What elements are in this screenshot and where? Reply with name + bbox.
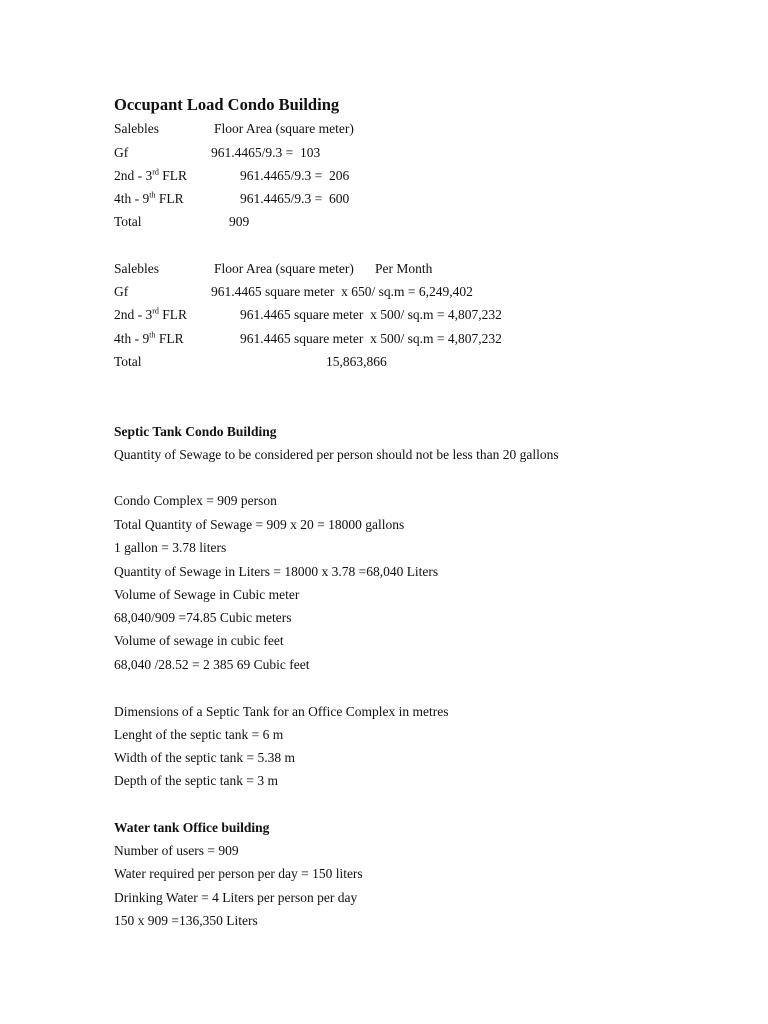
septic-line: Quantity of Sewage to be considered per person should not be less than 20 gallons xyxy=(114,447,559,462)
septic-line: Condo Complex = 909 person xyxy=(114,493,277,508)
table1-header-floor-area: Floor Area (square meter) xyxy=(214,121,354,136)
table2-total-value: 15,863,866 xyxy=(326,354,387,369)
table1-row-value: 961.4465/9.3 = 103 xyxy=(211,145,321,160)
table2-row-value: 961.4465 square meter x 500/ sq.m = 4,807,232 xyxy=(240,307,502,322)
section-title-septic-tank: Septic Tank Condo Building xyxy=(114,424,277,439)
septic-line: Depth of the septic tank = 3 m xyxy=(114,773,278,788)
water-line: Drinking Water = 4 Liters per person per day xyxy=(114,890,358,905)
septic-line: Total Quantity of Sewage = 909 x 20 = 18000 gallons xyxy=(114,517,405,532)
septic-line: 68,040/909 =74.85 Cubic meters xyxy=(114,610,292,625)
table2-header-floor-area: Floor Area (square meter) xyxy=(214,261,354,276)
table2-header-salebles: Salebles xyxy=(114,261,159,276)
water-line: Water required per person per day = 150 liters xyxy=(114,866,363,881)
septic-line: Volume of Sewage in Cubic meter xyxy=(114,587,300,602)
table2-row-label: 4th - 9th FLR xyxy=(114,330,184,346)
table1-total-value: 909 xyxy=(229,214,250,229)
septic-line: Dimensions of a Septic Tank for an Office Complex in metres xyxy=(114,704,449,719)
table1-row-label: Gf xyxy=(114,145,129,160)
table2-total-label: Total xyxy=(114,354,142,369)
table2-row-label: 2nd - 3rd FLR xyxy=(114,306,188,322)
table1-row-value: 961.4465/9.3 = 600 xyxy=(240,191,350,206)
septic-line: Volume of sewage in cubic feet xyxy=(114,633,284,648)
septic-line: Width of the septic tank = 5.38 m xyxy=(114,750,296,765)
table1-row-label: 4th - 9th FLR xyxy=(114,190,184,206)
water-line: Number of users = 909 xyxy=(114,843,239,858)
table1-row-value: 961.4465/9.3 = 206 xyxy=(240,168,350,183)
table1-header-salebles: Salebles xyxy=(114,121,159,136)
septic-line: Quantity of Sewage in Liters = 18000 x 3.78 =68,040 Liters xyxy=(114,564,439,579)
table2-row-label: Gf xyxy=(114,284,129,299)
septic-line: Lenght of the septic tank = 6 m xyxy=(114,727,284,742)
water-line: 150 x 909 =136,350 Liters xyxy=(114,913,258,928)
table1-total-label: Total xyxy=(114,214,142,229)
table2-header-per-month: Per Month xyxy=(375,261,433,276)
table1-row-label: 2nd - 3rd FLR xyxy=(114,167,188,183)
septic-line: 68,040 /28.52 = 2 385 69 Cubic feet xyxy=(114,657,310,672)
section-title-occupant-load: Occupant Load Condo Building xyxy=(114,95,340,114)
septic-line: 1 gallon = 3.78 liters xyxy=(114,540,227,555)
table2-row-value: 961.4465 square meter x 650/ sq.m = 6,249,402 xyxy=(211,284,473,299)
section-title-water-tank: Water tank Office building xyxy=(114,820,270,835)
table2-row-value: 961.4465 square meter x 500/ sq.m = 4,807,232 xyxy=(240,331,502,346)
